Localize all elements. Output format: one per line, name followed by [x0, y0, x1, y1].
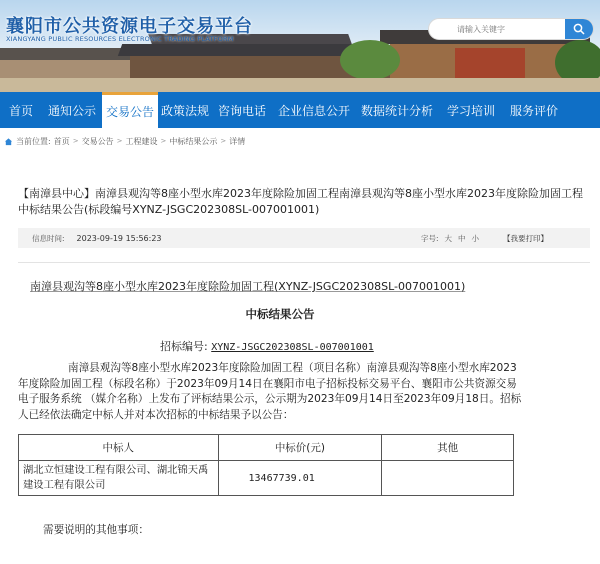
- search-icon: [573, 23, 585, 35]
- font-size-medium[interactable]: 中: [458, 233, 466, 243]
- header-banner: [0, 0, 600, 92]
- font-size-control: [421, 233, 479, 244]
- chevron-right-icon: >: [220, 137, 227, 145]
- other-cell: [382, 461, 514, 496]
- announcement-body: 南漳县观沟等8座小型水库2023年度除险加固工程（项目名称）南漳县观沟等8座小型水库2023年度除险加固工程（标段名称）于2023年09月14日在襄阳市电子招标投标交易平台、襄阳市公共资源交易电子服务系统 （媒介名称）上发布了评标结果公示，公示期为2023年09月14日至2023年09月18日。招标人已经依法确定中标人并对本次招标的中标结果予以公告：: [18, 362, 522, 421]
- breadcrumb-item-home[interactable]: 首页: [53, 136, 70, 146]
- nav-item-statistics[interactable]: 数据统计分析: [361, 103, 434, 118]
- breadcrumb: [4, 134, 245, 148]
- table-header: 中标人: [19, 435, 219, 461]
- font-size-small[interactable]: 小: [471, 233, 479, 243]
- section-title: 中标结果公告: [245, 307, 315, 321]
- table-header: 中标价(元): [218, 435, 382, 461]
- main-nav: [0, 92, 600, 128]
- table-row: [19, 461, 514, 496]
- article-title: 【南漳县中心】南漳县观沟等8座小型水库2023年度除险加固工程南漳县观沟等8座小型水库2023年度除险加固工程中标结果公告(标段编号XYNZ-JSGC202308SL-007001001): [18, 187, 583, 216]
- breadcrumb-item-award-publicity[interactable]: 中标结果公示: [169, 136, 218, 146]
- chevron-right-icon: >: [116, 137, 123, 145]
- table-header: 其他: [382, 435, 514, 461]
- other-notes: 需要说明的其他事项：: [43, 524, 149, 536]
- bid-number: [160, 338, 374, 354]
- print-button[interactable]: 【我要打印】: [503, 233, 548, 243]
- banner-tree: [340, 40, 400, 80]
- breadcrumb-item-announcements[interactable]: 交易公告: [81, 136, 114, 146]
- font-size-large[interactable]: 大: [444, 233, 452, 243]
- breadcrumb-prefix: 当前位置:: [16, 136, 51, 146]
- nav-item-policies[interactable]: 政策法规: [161, 103, 210, 118]
- award-table: [18, 434, 514, 496]
- table-header-row: [19, 435, 514, 461]
- site-title[interactable]: 襄阳市公共资源电子交易平台: [6, 16, 253, 37]
- nav-item-announcements[interactable]: 交易公告: [102, 92, 158, 128]
- divider: [18, 262, 590, 263]
- home-icon: [4, 137, 13, 146]
- project-title: 南漳县观沟等8座小型水库2023年度除险加固工程(XYNZ-JSGC202308SL-007001001): [30, 280, 466, 293]
- font-size-label: 字号:: [420, 233, 439, 243]
- chevron-right-icon: >: [160, 137, 167, 145]
- winner-cell: 湖北立恒建设工程有限公司、湖北锦天禹建设工程有限公司: [19, 461, 219, 496]
- breadcrumb-item-construction[interactable]: 工程建设: [125, 136, 158, 146]
- breadcrumb-item-detail: 详情: [229, 136, 246, 146]
- price-cell: 13467739.01: [218, 461, 382, 496]
- site-subtitle: XIANGYANG PUBLIC RESOURCES ELECTRONIC TRADING PLATFORM: [6, 35, 234, 43]
- search-box: [428, 18, 594, 40]
- article-meta: [18, 228, 590, 248]
- bid-number-value: XYNZ-JSGC202308SL-007001001: [211, 342, 374, 353]
- bid-number-label: 招标编号:: [160, 340, 208, 353]
- search-button[interactable]: [565, 18, 593, 40]
- nav-item-hotline[interactable]: 咨询电话: [218, 103, 267, 118]
- chevron-right-icon: >: [72, 137, 79, 145]
- nav-item-home[interactable]: 首页: [8, 103, 33, 118]
- nav-item-notices[interactable]: 通知公示: [48, 103, 97, 118]
- search-input[interactable]: [429, 19, 565, 39]
- banner-building: [0, 48, 130, 60]
- banner-ground: [0, 78, 600, 92]
- publish-time: 2023-09-19 15:56:23: [76, 233, 162, 243]
- banner-building: [455, 48, 525, 82]
- nav-item-feedback[interactable]: 服务评价: [510, 103, 559, 118]
- nav-item-enterprise-info[interactable]: 企业信息公开: [278, 103, 351, 118]
- nav-item-training[interactable]: 学习培训: [446, 103, 495, 118]
- publish-time-label: 信息时间:: [32, 233, 65, 243]
